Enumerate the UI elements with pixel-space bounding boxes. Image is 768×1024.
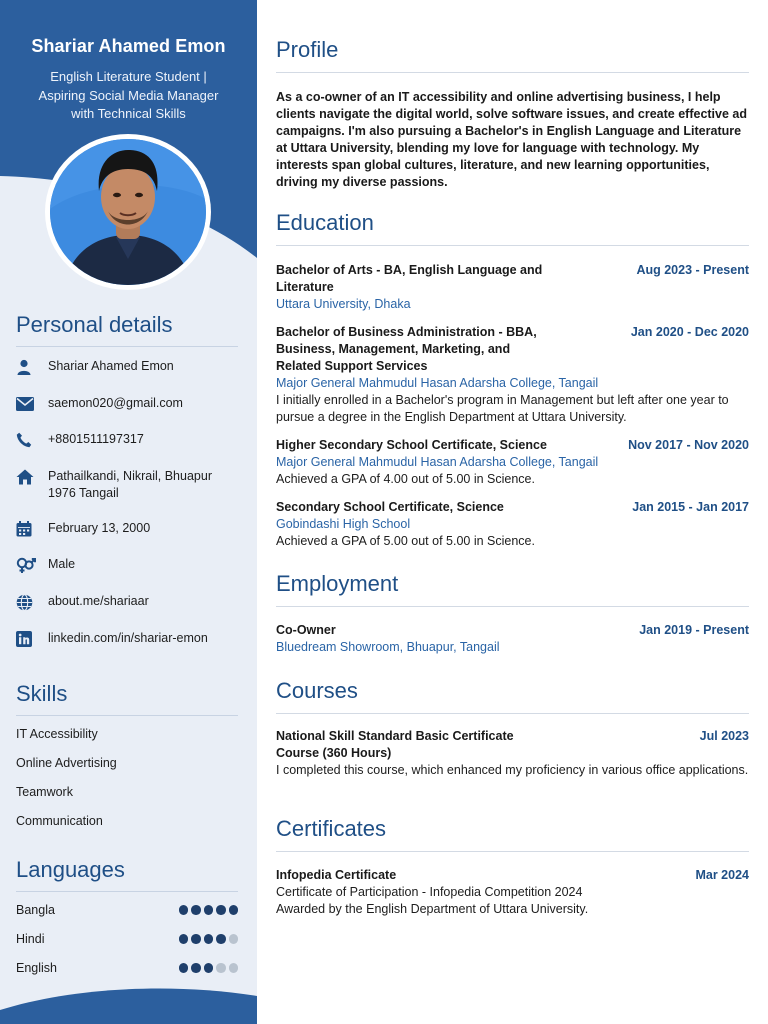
skill-item: Teamwork	[16, 785, 73, 799]
level-dot-empty	[229, 934, 239, 944]
level-dot-filled	[229, 905, 239, 915]
employment-company: Bluedream Showroom, Bhuapur, Tangail	[276, 640, 500, 654]
degree-line: Literature	[276, 280, 334, 294]
personal-phone[interactable]: +8801511197317	[48, 432, 144, 446]
level-dot-filled	[204, 905, 214, 915]
envelope-icon	[16, 395, 38, 413]
language-level	[179, 934, 239, 944]
degree-line: Bachelor of Arts - BA, English Language and	[276, 263, 543, 277]
skills-list	[16, 727, 238, 837]
course-name-line: Course (360 Hours)	[276, 746, 392, 760]
languages-heading: Languages	[16, 857, 238, 892]
gender-icon	[16, 556, 38, 574]
education-date: Jan 2020 - Dec 2020	[630, 325, 749, 339]
skill-item: IT Accessibility	[16, 727, 98, 741]
level-dot-filled	[191, 934, 201, 944]
education-school: Major General Mahmudul Hasan Adarsha College, Tangail	[276, 455, 599, 469]
certificate-description: Awarded by the English Department of Uttara University.	[276, 902, 589, 916]
candidate-name: Shariar Ahamed Emon	[31, 36, 226, 56]
skills-heading: Skills	[16, 681, 238, 716]
tagline-line-1: English Literature Student |	[50, 69, 207, 84]
employment-role: Co-Owner	[276, 623, 336, 637]
level-dot-filled	[191, 905, 201, 915]
person-icon	[16, 358, 38, 376]
candidate-tagline	[0, 68, 257, 124]
certificate-date: Mar 2024	[695, 868, 749, 882]
language-row	[16, 932, 238, 946]
certificates-heading: Certificates	[276, 816, 749, 852]
level-dot-filled	[179, 934, 189, 944]
language-level	[179, 963, 239, 973]
personal-birthdate: February 13, 2000	[48, 521, 151, 535]
personal-address	[48, 468, 212, 502]
course-date: Jul 2023	[699, 729, 749, 743]
language-name: Bangla	[16, 903, 55, 917]
home-icon	[16, 468, 38, 486]
language-row	[16, 903, 238, 917]
education-date: Aug 2023 - Present	[636, 263, 749, 277]
personal-details-section	[16, 312, 238, 347]
personal-name: Shariar Ahamed Emon	[48, 359, 174, 373]
level-dot-filled	[179, 963, 189, 973]
personal-website[interactable]: about.me/shariaar	[48, 594, 149, 608]
course-name	[276, 728, 514, 762]
education-date: Jan 2015 - Jan 2017	[632, 500, 749, 514]
certificate-description: Certificate of Participation - Infopedia Competition 2024	[276, 885, 583, 899]
profile-photo	[45, 134, 211, 290]
education-entry	[276, 324, 749, 426]
profile-summary: As a co-owner of an IT accessibility and online advertising business, I help clients navigate the digital world, solve software issues, and create effective ad campaigns. I'm also pursuing a Bachelor's in English Language and Literature at Uttara University, blending my love for language with technology. My interests span global cultures, literature, and new learning opportunities, driving my diverse passions.	[276, 90, 747, 189]
education-school: Uttara University, Dhaka	[276, 297, 411, 311]
tagline-line-3: with Technical Skills	[71, 106, 186, 121]
languages-section	[16, 857, 238, 892]
education-degree	[276, 324, 537, 375]
education-degree: Secondary School Certificate, Science	[276, 500, 504, 514]
address-line-2: 1976 Tangail	[48, 486, 119, 500]
level-dot-filled	[204, 934, 214, 944]
certificate-name: Infopedia Certificate	[276, 868, 397, 882]
education-degree: Higher Secondary School Certificate, Science	[276, 438, 547, 452]
degree-line: Bachelor of Business Administration - BBA,	[276, 325, 537, 339]
level-dot-filled	[191, 963, 201, 973]
course-description: I completed this course, which enhanced my proficiency in various office applications.	[276, 763, 749, 777]
education-school: Gobindashi High School	[276, 517, 411, 531]
course-name-line: National Skill Standard Basic Certificate	[276, 729, 514, 743]
personal-email-row[interactable]	[16, 395, 238, 413]
personal-details-list	[16, 356, 238, 656]
level-dot-empty	[229, 963, 239, 973]
phone-icon	[16, 431, 38, 449]
education-heading: Education	[276, 210, 749, 246]
tagline-line-2: Aspiring Social Media Manager	[38, 87, 219, 103]
language-row	[16, 961, 238, 975]
sidebar	[0, 0, 257, 1024]
personal-address-row	[16, 468, 238, 502]
education-description: Achieved a GPA of 4.00 out of 5.00 in Science.	[276, 472, 535, 486]
language-name: Hindi	[16, 932, 45, 946]
personal-linkedin[interactable]: linkedin.com/in/shariar-emon	[48, 631, 208, 645]
personal-gender: Male	[48, 557, 76, 571]
personal-website-row[interactable]	[16, 593, 238, 611]
profile-heading: Profile	[276, 37, 749, 73]
calendar-icon	[16, 520, 38, 538]
level-dot-filled	[179, 905, 189, 915]
personal-details-heading: Personal details	[16, 312, 238, 347]
language-name: English	[16, 961, 57, 975]
personal-birthdate-row	[16, 520, 238, 538]
resume-header	[0, 36, 257, 124]
languages-list	[16, 903, 238, 983]
personal-phone-row[interactable]	[16, 431, 238, 449]
level-dot-filled	[204, 963, 214, 973]
personal-gender-row	[16, 556, 238, 574]
courses-heading: Courses	[276, 678, 749, 714]
skills-section	[16, 681, 238, 716]
education-description: Achieved a GPA of 5.00 out of 5.00 in Science.	[276, 534, 535, 548]
level-dot-filled	[216, 934, 226, 944]
personal-linkedin-row[interactable]	[16, 630, 238, 648]
education-description: I initially enrolled in a Bachelor's program in Management but left after one year to pursue a degree in the English Department at Uttara University.	[276, 393, 729, 424]
employment-date: Jan 2019 - Present	[639, 623, 749, 637]
education-school: Major General Mahmudul Hasan Adarsha College, Tangail	[276, 376, 599, 390]
personal-name-row	[16, 358, 238, 376]
education-date: Nov 2017 - Nov 2020	[628, 438, 749, 452]
address-line-1: Pathailkandi, Nikrail, Bhuapur	[48, 469, 212, 483]
level-dot-filled	[216, 905, 226, 915]
certificate-entry	[276, 867, 749, 918]
education-degree	[276, 262, 542, 296]
education-entry	[276, 262, 749, 313]
education-entry	[276, 437, 749, 488]
education-entry	[276, 499, 749, 550]
course-entry	[276, 728, 749, 779]
language-level	[179, 905, 239, 915]
skill-item: Online Advertising	[16, 756, 117, 770]
employment-heading: Employment	[276, 571, 749, 607]
degree-line: Business, Management, Marketing, and	[276, 342, 511, 356]
portrait-image	[50, 139, 206, 285]
linkedin-icon	[16, 630, 38, 648]
skill-item: Communication	[16, 814, 103, 828]
degree-line: Related Support Services	[276, 359, 428, 373]
globe-icon	[16, 593, 38, 611]
personal-email[interactable]: saemon020@gmail.com	[48, 396, 183, 410]
employment-entry	[276, 622, 749, 656]
level-dot-empty	[216, 963, 226, 973]
